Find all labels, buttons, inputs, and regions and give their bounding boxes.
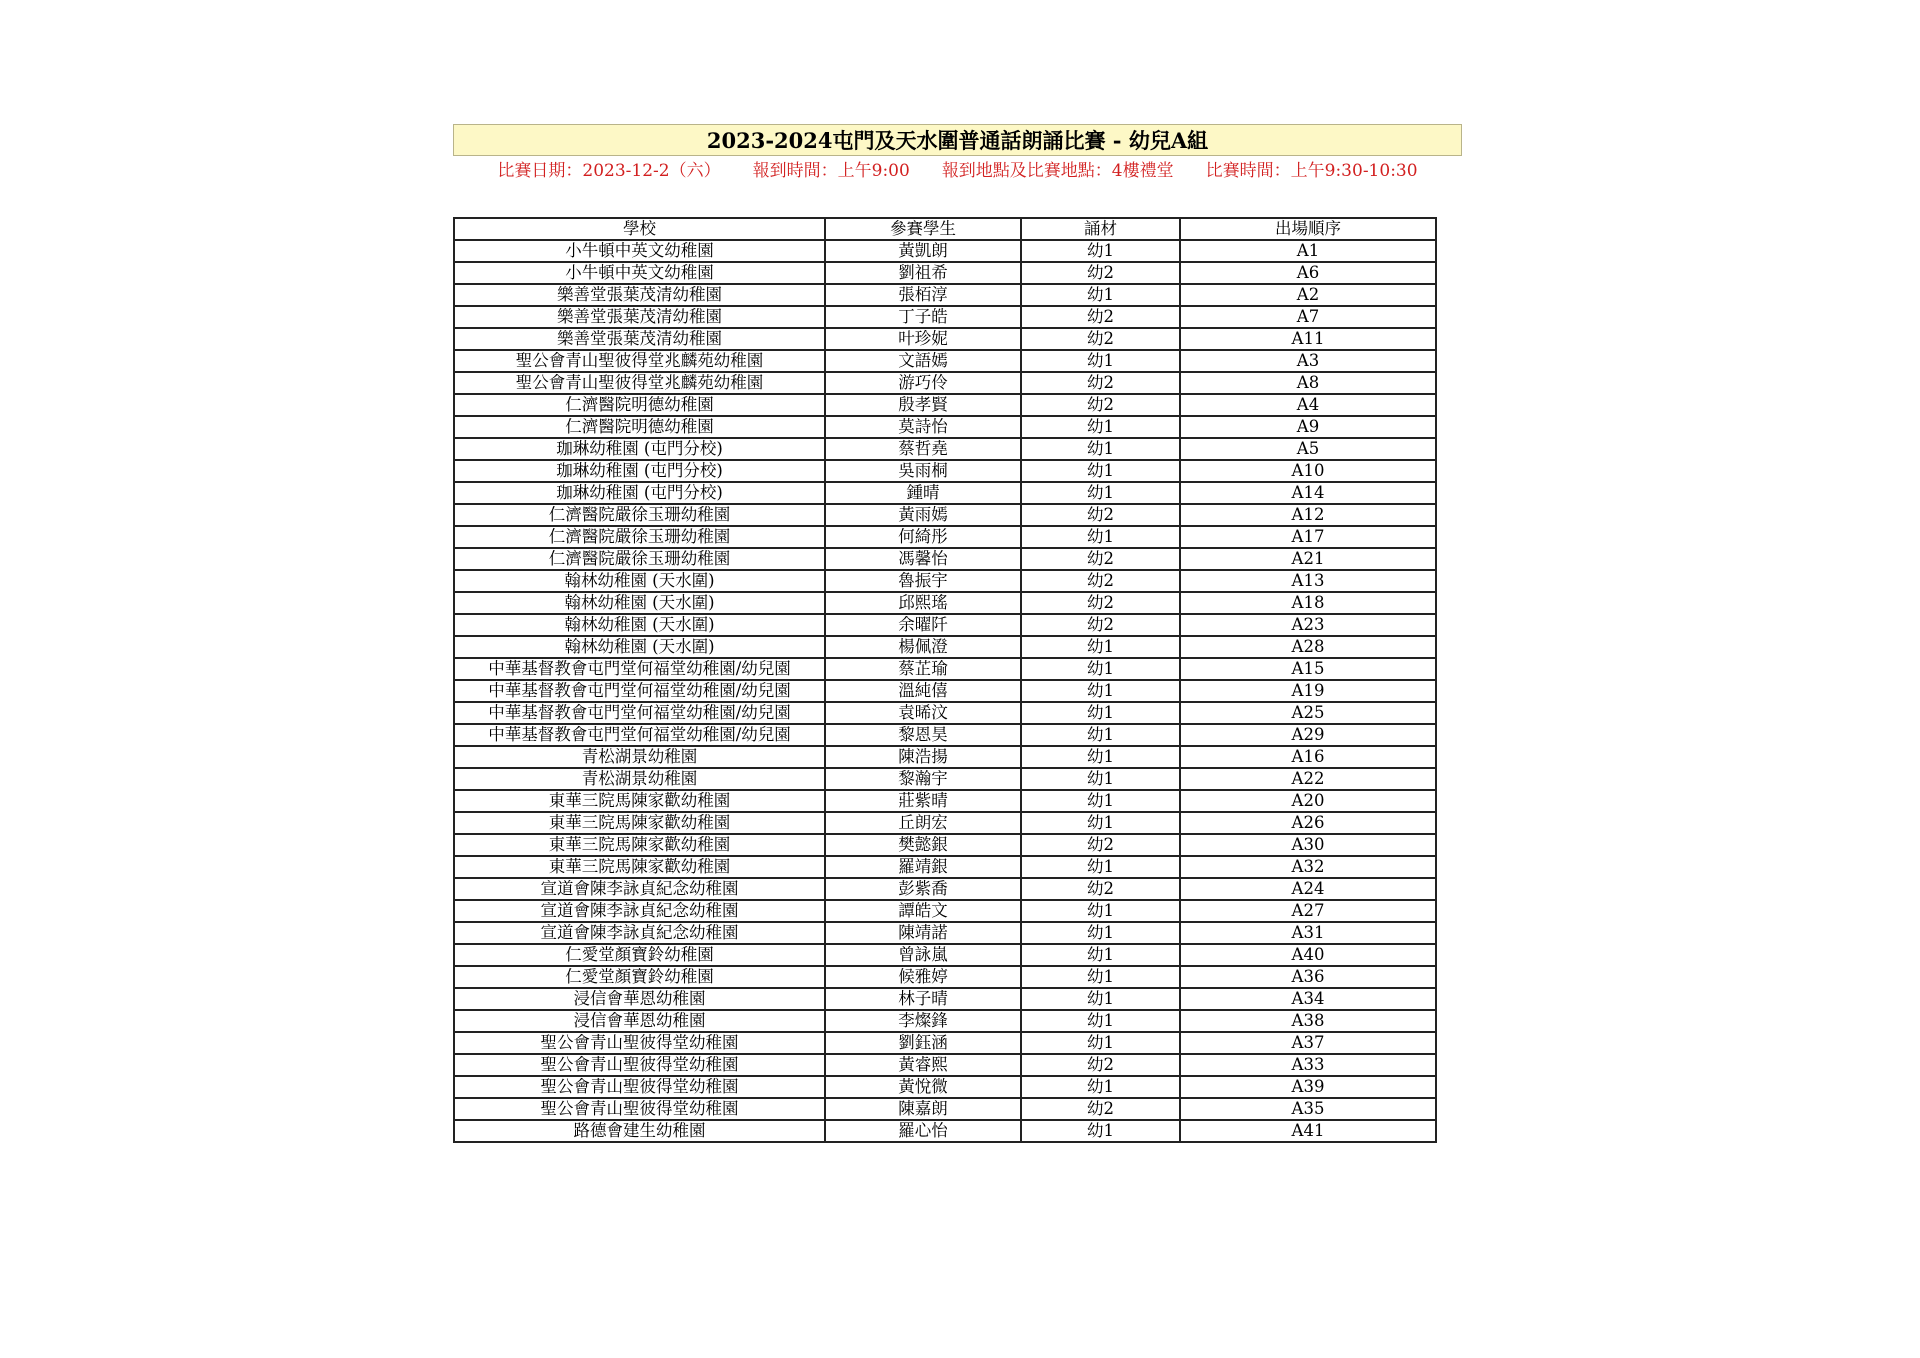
material-cell: 幼2 xyxy=(1021,614,1180,636)
order-cell: A25 xyxy=(1180,702,1436,724)
school-cell: 翰林幼稚園 (天水圍) xyxy=(454,592,825,614)
order-cell: A32 xyxy=(1180,856,1436,878)
student-cell: 譚皓文 xyxy=(825,900,1021,922)
table-row xyxy=(454,878,1436,900)
school-cell: 東華三院馬陳家歡幼稚園 xyxy=(454,812,825,834)
school-cell: 仁濟醫院嚴徐玉珊幼稚園 xyxy=(454,526,825,548)
student-cell: 黎恩昊 xyxy=(825,724,1021,746)
student-cell: 陳嘉朗 xyxy=(825,1098,1021,1120)
order-cell: A17 xyxy=(1180,526,1436,548)
student-cell: 樊懿銀 xyxy=(825,834,1021,856)
material-cell: 幼2 xyxy=(1021,834,1180,856)
table-row xyxy=(454,504,1436,526)
material-cell: 幼1 xyxy=(1021,812,1180,834)
material-cell: 幼1 xyxy=(1021,944,1180,966)
order-cell: A10 xyxy=(1180,460,1436,482)
school-cell: 路德會建生幼稚園 xyxy=(454,1120,825,1142)
table-row xyxy=(454,636,1436,658)
table-row xyxy=(454,1098,1436,1120)
school-cell: 樂善堂張葉茂清幼稚園 xyxy=(454,284,825,306)
table-row xyxy=(454,1032,1436,1054)
student-cell: 叶珍妮 xyxy=(825,328,1021,350)
table-row xyxy=(454,746,1436,768)
school-cell: 東華三院馬陳家歡幼稚園 xyxy=(454,790,825,812)
student-cell: 文語嫣 xyxy=(825,350,1021,372)
table-row xyxy=(454,240,1436,262)
student-cell: 黃悅微 xyxy=(825,1076,1021,1098)
school-cell: 聖公會青山聖彼得堂幼稚園 xyxy=(454,1076,825,1098)
table-row xyxy=(454,944,1436,966)
header-order: 出場順序 xyxy=(1180,218,1436,240)
order-cell: A30 xyxy=(1180,834,1436,856)
student-cell: 丁子皓 xyxy=(825,306,1021,328)
order-cell: A27 xyxy=(1180,900,1436,922)
student-cell: 李燦鋒 xyxy=(825,1010,1021,1032)
school-cell: 宣道會陳李詠貞紀念幼稚園 xyxy=(454,878,825,900)
table-row xyxy=(454,438,1436,460)
student-cell: 彭紫喬 xyxy=(825,878,1021,900)
order-cell: A39 xyxy=(1180,1076,1436,1098)
order-cell: A41 xyxy=(1180,1120,1436,1142)
order-cell: A26 xyxy=(1180,812,1436,834)
material-cell: 幼1 xyxy=(1021,658,1180,680)
order-cell: A12 xyxy=(1180,504,1436,526)
school-cell: 浸信會華恩幼稚園 xyxy=(454,1010,825,1032)
order-cell: A15 xyxy=(1180,658,1436,680)
student-cell: 蔡芷瑜 xyxy=(825,658,1021,680)
student-cell: 游巧伶 xyxy=(825,372,1021,394)
student-cell: 黎瀚宇 xyxy=(825,768,1021,790)
material-cell: 幼2 xyxy=(1021,570,1180,592)
table-row xyxy=(454,350,1436,372)
student-cell: 殷孝賢 xyxy=(825,394,1021,416)
table-row xyxy=(454,966,1436,988)
student-cell: 張栢淳 xyxy=(825,284,1021,306)
material-cell: 幼1 xyxy=(1021,724,1180,746)
school-cell: 樂善堂張葉茂清幼稚園 xyxy=(454,328,825,350)
order-cell: A5 xyxy=(1180,438,1436,460)
material-cell: 幼1 xyxy=(1021,768,1180,790)
student-cell: 溫純僖 xyxy=(825,680,1021,702)
table-row xyxy=(454,680,1436,702)
table-row xyxy=(454,1054,1436,1076)
material-cell: 幼2 xyxy=(1021,328,1180,350)
material-cell: 幼2 xyxy=(1021,394,1180,416)
table-row xyxy=(454,1010,1436,1032)
order-cell: A7 xyxy=(1180,306,1436,328)
document-title: 2023-2024屯門及天水圍普通話朗誦比賽 - 幼兒A組 xyxy=(453,124,1462,156)
table-row xyxy=(454,394,1436,416)
material-cell: 幼1 xyxy=(1021,1032,1180,1054)
student-cell: 黃睿熙 xyxy=(825,1054,1021,1076)
school-cell: 浸信會華恩幼稚園 xyxy=(454,988,825,1010)
table-row xyxy=(454,702,1436,724)
order-cell: A35 xyxy=(1180,1098,1436,1120)
order-cell: A38 xyxy=(1180,1010,1436,1032)
student-cell: 劉鈺涵 xyxy=(825,1032,1021,1054)
material-cell: 幼1 xyxy=(1021,702,1180,724)
school-cell: 聖公會青山聖彼得堂兆麟苑幼稚園 xyxy=(454,372,825,394)
table-row xyxy=(454,834,1436,856)
material-cell: 幼2 xyxy=(1021,878,1180,900)
material-cell: 幼1 xyxy=(1021,966,1180,988)
school-cell: 樂善堂張葉茂清幼稚園 xyxy=(454,306,825,328)
school-cell: 小牛頓中英文幼稚園 xyxy=(454,262,825,284)
report-time: 報到時間：上午9:00 xyxy=(752,160,910,181)
order-cell: A8 xyxy=(1180,372,1436,394)
school-cell: 青松湖景幼稚園 xyxy=(454,768,825,790)
school-cell: 聖公會青山聖彼得堂幼稚園 xyxy=(454,1032,825,1054)
school-cell: 仁愛堂顏寶鈴幼稚園 xyxy=(454,944,825,966)
material-cell: 幼1 xyxy=(1021,856,1180,878)
table-row xyxy=(454,1076,1436,1098)
school-cell: 翰林幼稚園 (天水圍) xyxy=(454,614,825,636)
material-cell: 幼2 xyxy=(1021,1098,1180,1120)
material-cell: 幼1 xyxy=(1021,790,1180,812)
order-cell: A9 xyxy=(1180,416,1436,438)
school-cell: 青松湖景幼稚園 xyxy=(454,746,825,768)
student-cell: 蔡哲堯 xyxy=(825,438,1021,460)
school-cell: 宣道會陳李詠貞紀念幼稚園 xyxy=(454,900,825,922)
school-cell: 中華基督教會屯門堂何福堂幼稚園/幼兒園 xyxy=(454,724,825,746)
student-cell: 陳浩揚 xyxy=(825,746,1021,768)
school-cell: 珈琳幼稚園 (屯門分校) xyxy=(454,460,825,482)
order-cell: A40 xyxy=(1180,944,1436,966)
order-cell: A22 xyxy=(1180,768,1436,790)
order-cell: A36 xyxy=(1180,966,1436,988)
material-cell: 幼1 xyxy=(1021,988,1180,1010)
material-cell: 幼2 xyxy=(1021,504,1180,526)
order-cell: A11 xyxy=(1180,328,1436,350)
order-cell: A24 xyxy=(1180,878,1436,900)
school-cell: 小牛頓中英文幼稚園 xyxy=(454,240,825,262)
table-row xyxy=(454,856,1436,878)
order-cell: A29 xyxy=(1180,724,1436,746)
order-cell: A16 xyxy=(1180,746,1436,768)
school-cell: 翰林幼稚園 (天水圍) xyxy=(454,636,825,658)
order-cell: A20 xyxy=(1180,790,1436,812)
school-cell: 仁濟醫院嚴徐玉珊幼稚園 xyxy=(454,548,825,570)
material-cell: 幼1 xyxy=(1021,636,1180,658)
table-row xyxy=(454,922,1436,944)
order-cell: A3 xyxy=(1180,350,1436,372)
order-cell: A31 xyxy=(1180,922,1436,944)
order-cell: A28 xyxy=(1180,636,1436,658)
student-cell: 邱熙瑤 xyxy=(825,592,1021,614)
table-row xyxy=(454,372,1436,394)
table-row xyxy=(454,988,1436,1010)
material-cell: 幼2 xyxy=(1021,548,1180,570)
material-cell: 幼1 xyxy=(1021,460,1180,482)
material-cell: 幼1 xyxy=(1021,240,1180,262)
table-row xyxy=(454,460,1436,482)
table-row xyxy=(454,900,1436,922)
student-cell: 陳靖諾 xyxy=(825,922,1021,944)
material-cell: 幼2 xyxy=(1021,1054,1180,1076)
material-cell: 幼1 xyxy=(1021,680,1180,702)
venue: 報到地點及比賽地點：4樓禮堂 xyxy=(941,160,1174,181)
competition-info xyxy=(453,156,1462,180)
order-cell: A33 xyxy=(1180,1054,1436,1076)
school-cell: 翰林幼稚園 (天水圍) xyxy=(454,570,825,592)
student-cell: 魯振宇 xyxy=(825,570,1021,592)
student-cell: 楊佩澄 xyxy=(825,636,1021,658)
material-cell: 幼1 xyxy=(1021,526,1180,548)
table-row xyxy=(454,812,1436,834)
student-cell: 林子晴 xyxy=(825,988,1021,1010)
material-cell: 幼1 xyxy=(1021,900,1180,922)
school-cell: 仁濟醫院明德幼稚園 xyxy=(454,416,825,438)
competition-time: 比賽時間：上午9:30-10:30 xyxy=(1205,160,1418,181)
student-cell: 曾詠嵐 xyxy=(825,944,1021,966)
school-cell: 中華基督教會屯門堂何福堂幼稚園/幼兒園 xyxy=(454,680,825,702)
school-cell: 東華三院馬陳家歡幼稚園 xyxy=(454,856,825,878)
material-cell: 幼2 xyxy=(1021,262,1180,284)
material-cell: 幼1 xyxy=(1021,284,1180,306)
table-row xyxy=(454,614,1436,636)
order-cell: A18 xyxy=(1180,592,1436,614)
school-cell: 聖公會青山聖彼得堂幼稚園 xyxy=(454,1098,825,1120)
material-cell: 幼1 xyxy=(1021,482,1180,504)
header-material: 誦材 xyxy=(1021,218,1180,240)
order-cell: A23 xyxy=(1180,614,1436,636)
material-cell: 幼2 xyxy=(1021,306,1180,328)
school-cell: 仁濟醫院明德幼稚園 xyxy=(454,394,825,416)
order-cell: A14 xyxy=(1180,482,1436,504)
material-cell: 幼1 xyxy=(1021,438,1180,460)
table-row xyxy=(454,790,1436,812)
student-cell: 何綺彤 xyxy=(825,526,1021,548)
table-row xyxy=(454,1120,1436,1142)
table-row xyxy=(454,724,1436,746)
order-cell: A4 xyxy=(1180,394,1436,416)
order-cell: A19 xyxy=(1180,680,1436,702)
order-cell: A37 xyxy=(1180,1032,1436,1054)
material-cell: 幼1 xyxy=(1021,1010,1180,1032)
material-cell: 幼1 xyxy=(1021,922,1180,944)
school-cell: 仁愛堂顏寶鈴幼稚園 xyxy=(454,966,825,988)
participants-table xyxy=(453,217,1437,1143)
table-row xyxy=(454,328,1436,350)
student-cell: 莫詩怡 xyxy=(825,416,1021,438)
school-cell: 珈琳幼稚園 (屯門分校) xyxy=(454,482,825,504)
student-cell: 吳雨桐 xyxy=(825,460,1021,482)
school-cell: 東華三院馬陳家歡幼稚園 xyxy=(454,834,825,856)
order-cell: A6 xyxy=(1180,262,1436,284)
table-row xyxy=(454,526,1436,548)
material-cell: 幼1 xyxy=(1021,416,1180,438)
material-cell: 幼1 xyxy=(1021,350,1180,372)
table-row xyxy=(454,548,1436,570)
student-cell: 候雅婷 xyxy=(825,966,1021,988)
school-cell: 宣道會陳李詠貞紀念幼稚園 xyxy=(454,922,825,944)
school-cell: 珈琳幼稚園 (屯門分校) xyxy=(454,438,825,460)
student-cell: 莊紫晴 xyxy=(825,790,1021,812)
school-cell: 聖公會青山聖彼得堂兆麟苑幼稚園 xyxy=(454,350,825,372)
student-cell: 丘朗宏 xyxy=(825,812,1021,834)
table-row xyxy=(454,482,1436,504)
order-cell: A13 xyxy=(1180,570,1436,592)
material-cell: 幼2 xyxy=(1021,592,1180,614)
student-cell: 羅靖銀 xyxy=(825,856,1021,878)
table-row xyxy=(454,284,1436,306)
student-cell: 袁晞汶 xyxy=(825,702,1021,724)
order-cell: A21 xyxy=(1180,548,1436,570)
student-cell: 馮馨怡 xyxy=(825,548,1021,570)
school-cell: 中華基督教會屯門堂何福堂幼稚園/幼兒園 xyxy=(454,702,825,724)
table-row xyxy=(454,768,1436,790)
table-row xyxy=(454,592,1436,614)
material-cell: 幼1 xyxy=(1021,746,1180,768)
table-row xyxy=(454,416,1436,438)
student-cell: 羅心怡 xyxy=(825,1120,1021,1142)
table-body xyxy=(454,240,1436,1142)
order-cell: A2 xyxy=(1180,284,1436,306)
material-cell: 幼1 xyxy=(1021,1076,1180,1098)
order-cell: A1 xyxy=(1180,240,1436,262)
school-cell: 中華基督教會屯門堂何福堂幼稚園/幼兒園 xyxy=(454,658,825,680)
student-cell: 余曜阡 xyxy=(825,614,1021,636)
order-cell: A34 xyxy=(1180,988,1436,1010)
material-cell: 幼2 xyxy=(1021,372,1180,394)
table-header-row xyxy=(454,218,1436,240)
header-student: 參賽學生 xyxy=(825,218,1021,240)
table-row xyxy=(454,262,1436,284)
student-cell: 鍾晴 xyxy=(825,482,1021,504)
table-row xyxy=(454,306,1436,328)
table-row xyxy=(454,658,1436,680)
header-school: 學校 xyxy=(454,218,825,240)
table-row xyxy=(454,570,1436,592)
student-cell: 黃雨嫣 xyxy=(825,504,1021,526)
material-cell: 幼1 xyxy=(1021,1120,1180,1142)
student-cell: 劉祖希 xyxy=(825,262,1021,284)
student-cell: 黃凱朗 xyxy=(825,240,1021,262)
school-cell: 仁濟醫院嚴徐玉珊幼稚園 xyxy=(454,504,825,526)
school-cell: 聖公會青山聖彼得堂幼稚園 xyxy=(454,1054,825,1076)
competition-date: 比賽日期：2023-12-2（六） xyxy=(497,160,721,181)
